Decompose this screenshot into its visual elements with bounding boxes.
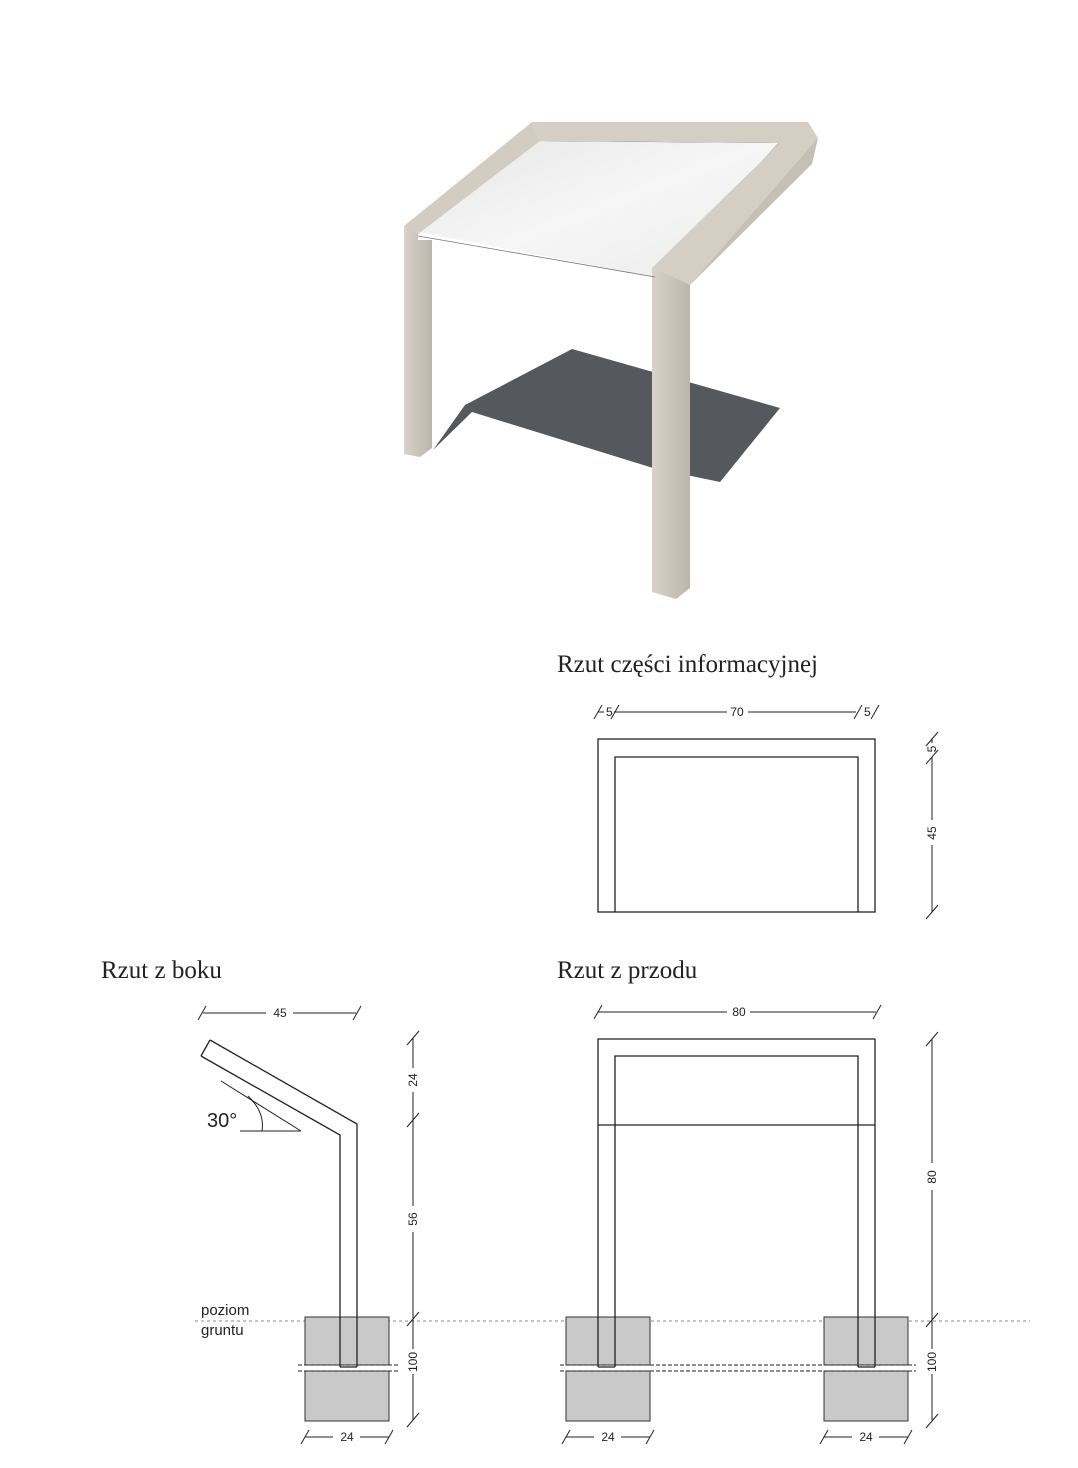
dim-info-height: 45 — [925, 826, 939, 840]
side-foundation-top — [305, 1317, 389, 1365]
front-foundation-left-top — [566, 1317, 650, 1365]
dim-front-foundation-depth: 100 — [925, 1351, 939, 1373]
dim-front-width: 80 — [732, 1005, 746, 1019]
left-post — [404, 226, 432, 457]
side-foundation-bottom — [305, 1371, 389, 1421]
front-view-title: Rzut z przodu — [557, 957, 698, 984]
ground-label-line2: gruntu — [201, 1322, 244, 1339]
right-post — [652, 268, 690, 599]
render-3d — [404, 122, 818, 599]
frame-top-bar — [532, 122, 818, 143]
ground-shadow — [433, 349, 780, 482]
dim-side-depth: 45 — [273, 1006, 287, 1020]
dim-info-right: 5 — [864, 705, 871, 719]
ground-label-line1: poziom — [201, 1302, 250, 1319]
dim-side-top: 24 — [406, 1073, 420, 1087]
info-plan-drawing — [594, 705, 939, 919]
front-foundation-right-top — [824, 1317, 908, 1365]
info-plan-title: Rzut części informacyjnej — [557, 651, 818, 678]
dim-info-top: 5 — [925, 745, 939, 753]
dim-info-left: 5 — [606, 705, 613, 719]
dim-side-post: 56 — [406, 1212, 420, 1226]
dim-front-foundation-right: 24 — [859, 1430, 873, 1444]
dim-front-foundation-left: 24 — [601, 1430, 615, 1444]
dim-front-height: 80 — [925, 1170, 939, 1184]
angle-label: 30° — [207, 1110, 238, 1132]
front-foundation-right-bottom — [824, 1371, 908, 1421]
dim-side-foundation-depth: 100 — [406, 1351, 420, 1373]
side-view-drawing — [198, 1006, 420, 1444]
dim-side-foundation-width: 24 — [340, 1430, 354, 1444]
dim-info-width: 70 — [730, 705, 744, 719]
front-foundation-left-bottom — [566, 1371, 650, 1421]
front-view-drawing — [560, 1005, 939, 1444]
side-view-title: Rzut z boku — [101, 957, 222, 984]
